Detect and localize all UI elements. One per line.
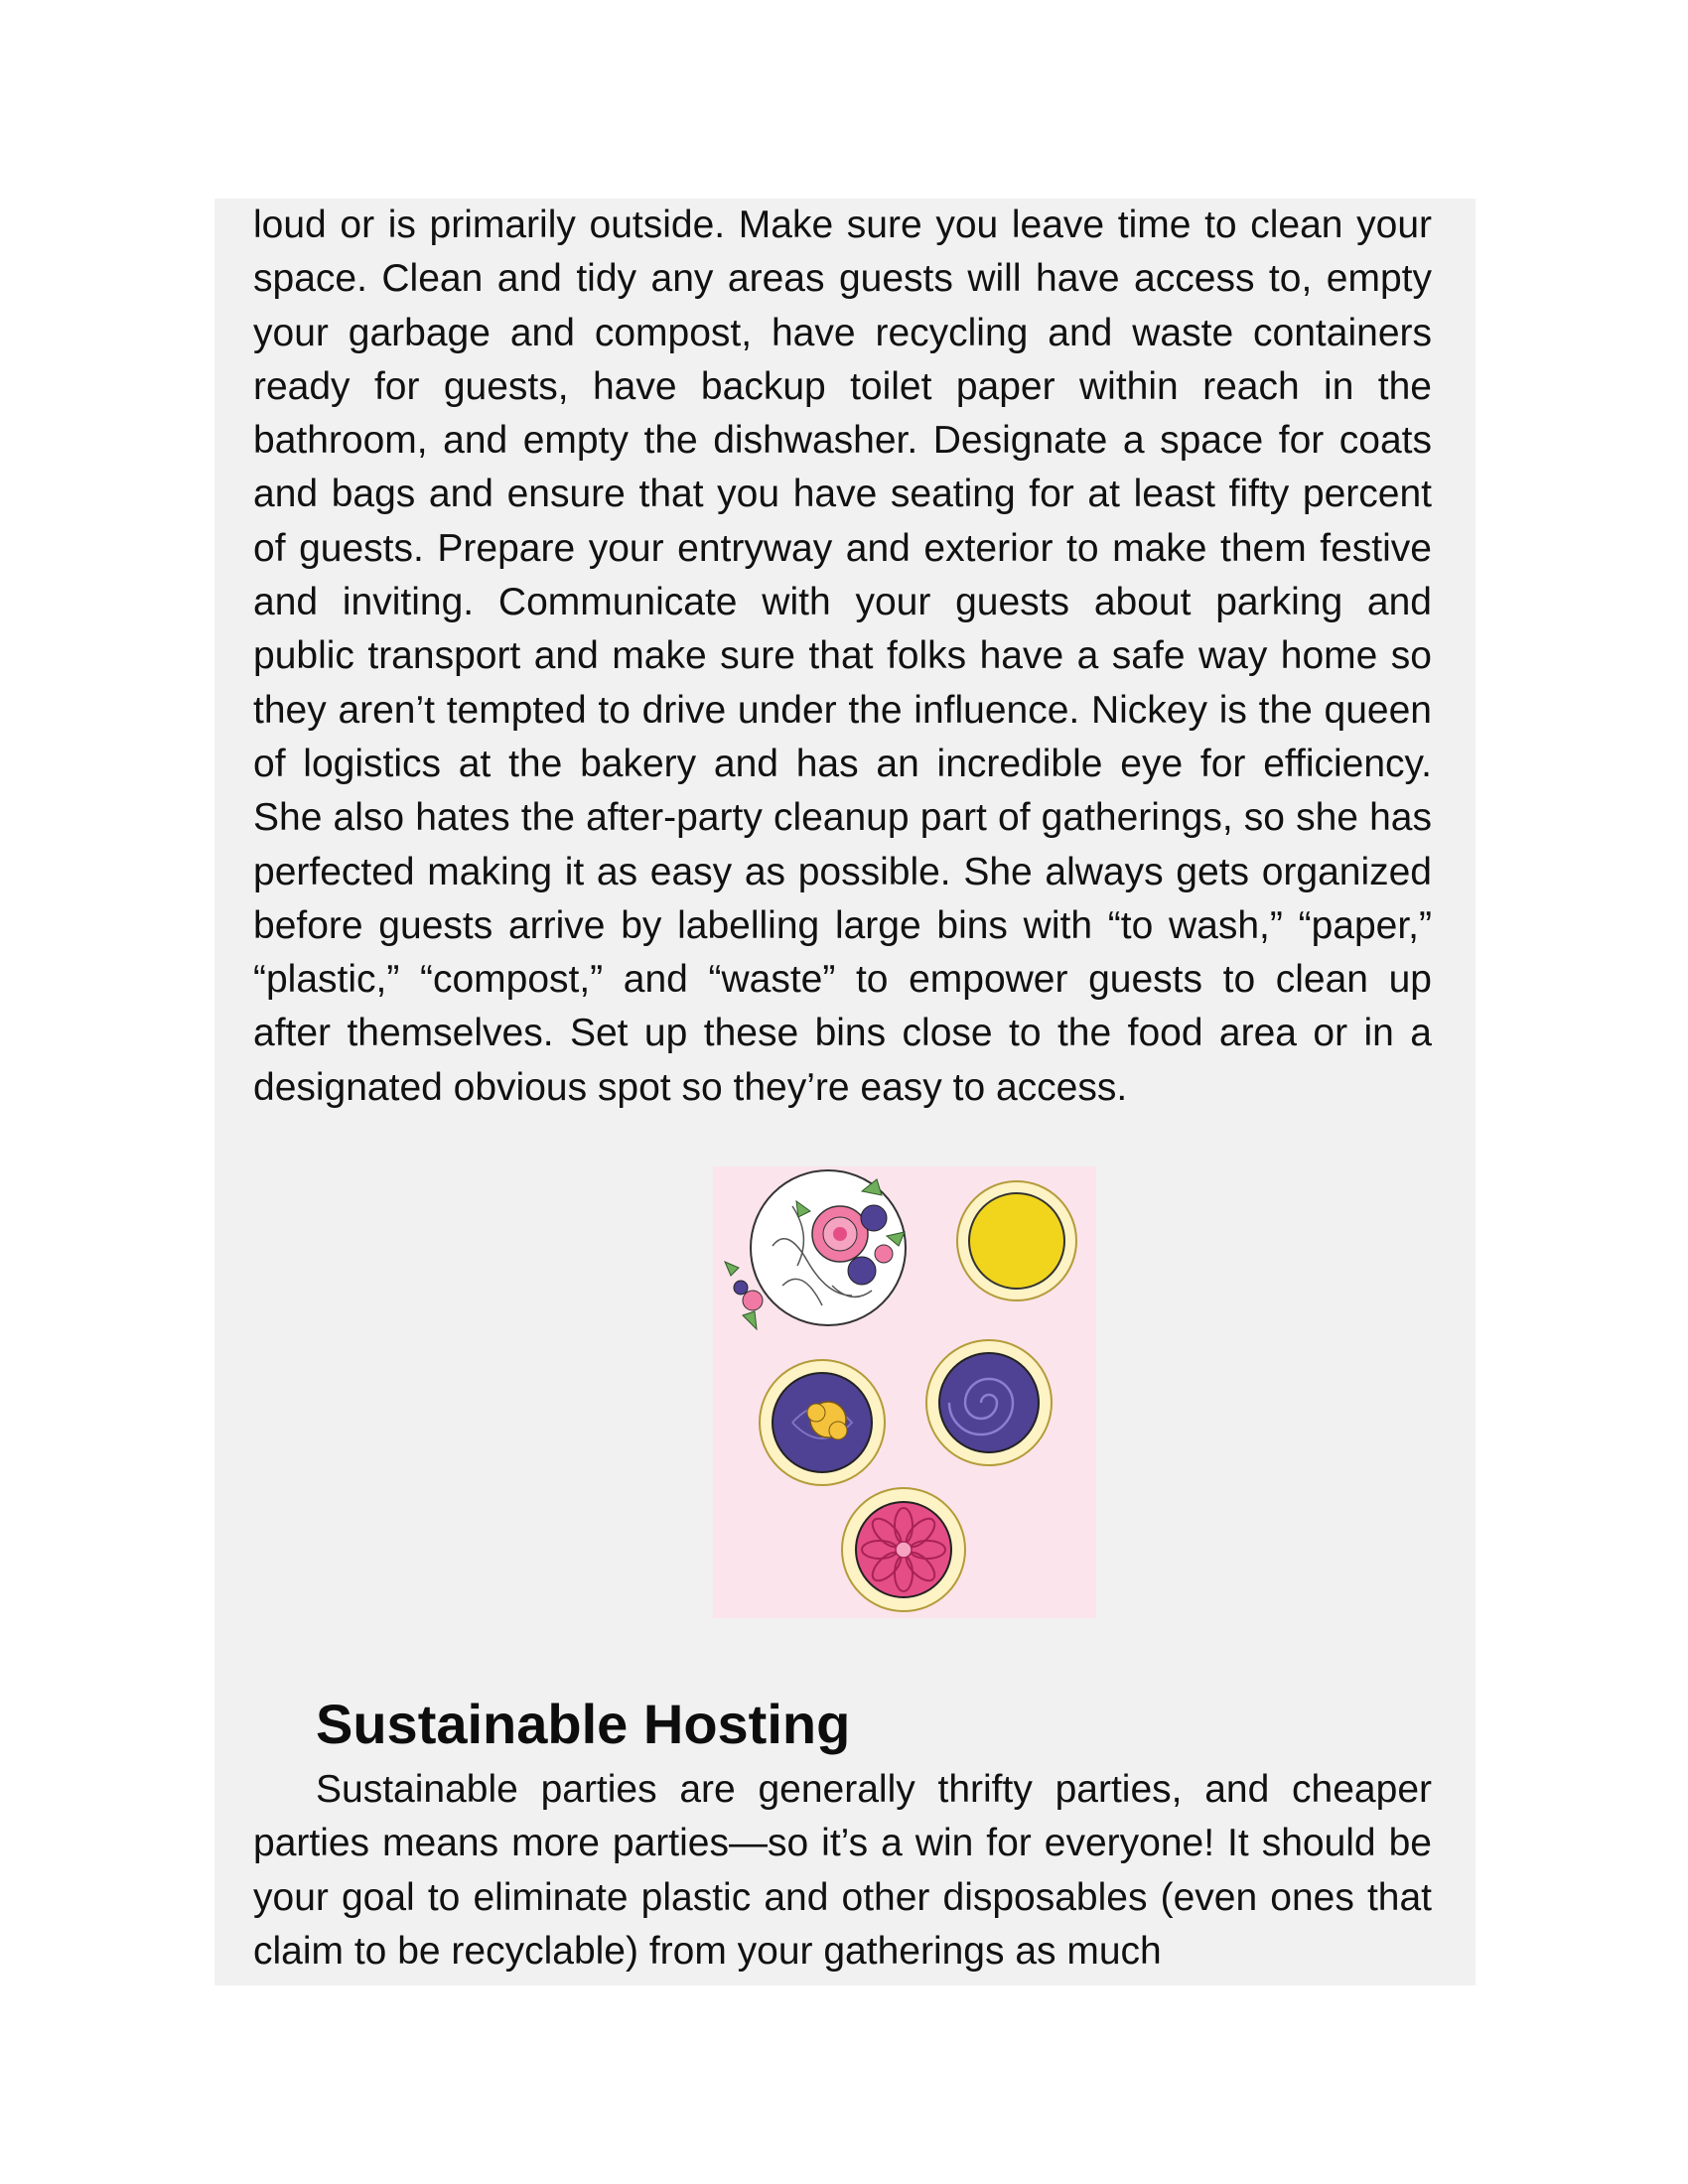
purple-swirl-plate-icon <box>926 1340 1052 1465</box>
section-heading: Sustainable Hosting <box>316 1693 851 1755</box>
body-paragraph: loud or is primarily outside. Make sure you leave time to clean your space. Clean and tidy any areas guests will have access to, empty your garbage and compost, have recycling and waste containers ready for guests, have backup toilet paper within reach in the bathroom, and empty the dishwasher. Designate a space for coats and bags and ensure that you have seating for at least fifty percent of guests. Prepare your entryway and exterior to make them festive and inviting. Communicate with your guests about parking and public transport and make sure that folks have a safe way home so they aren’t tempted to drive under the influence. Nickey is the queen of logistics at the bakery and has an incredible eye for efficiency. She also hates the after-party cleanup part of gatherings, so she has perfected making it as easy as possible. She always gets organized before guests arrive by labelling large bins with “to wash,” “paper,” “plastic,” “compost,” and “waste” to empower guests to clean up after themselves. Set up these bins close to the food area or in a designated obvious spot so they’re easy to access. <box>253 204 1432 1109</box>
dessert-plates-illustration <box>713 1166 1096 1618</box>
pink-flower-plate-icon <box>842 1488 965 1611</box>
yellow-plate-icon <box>957 1181 1076 1300</box>
purple-flower-plate-icon <box>760 1360 885 1485</box>
section-paragraph: Sustainable parties are generally thrifty parties, and cheaper parties means more parties—so it’s a win for everyone! It should be your goal to eliminate plastic and other disposables (even ones that claim to be recyclable) from your gatherings as much <box>253 1768 1432 1973</box>
